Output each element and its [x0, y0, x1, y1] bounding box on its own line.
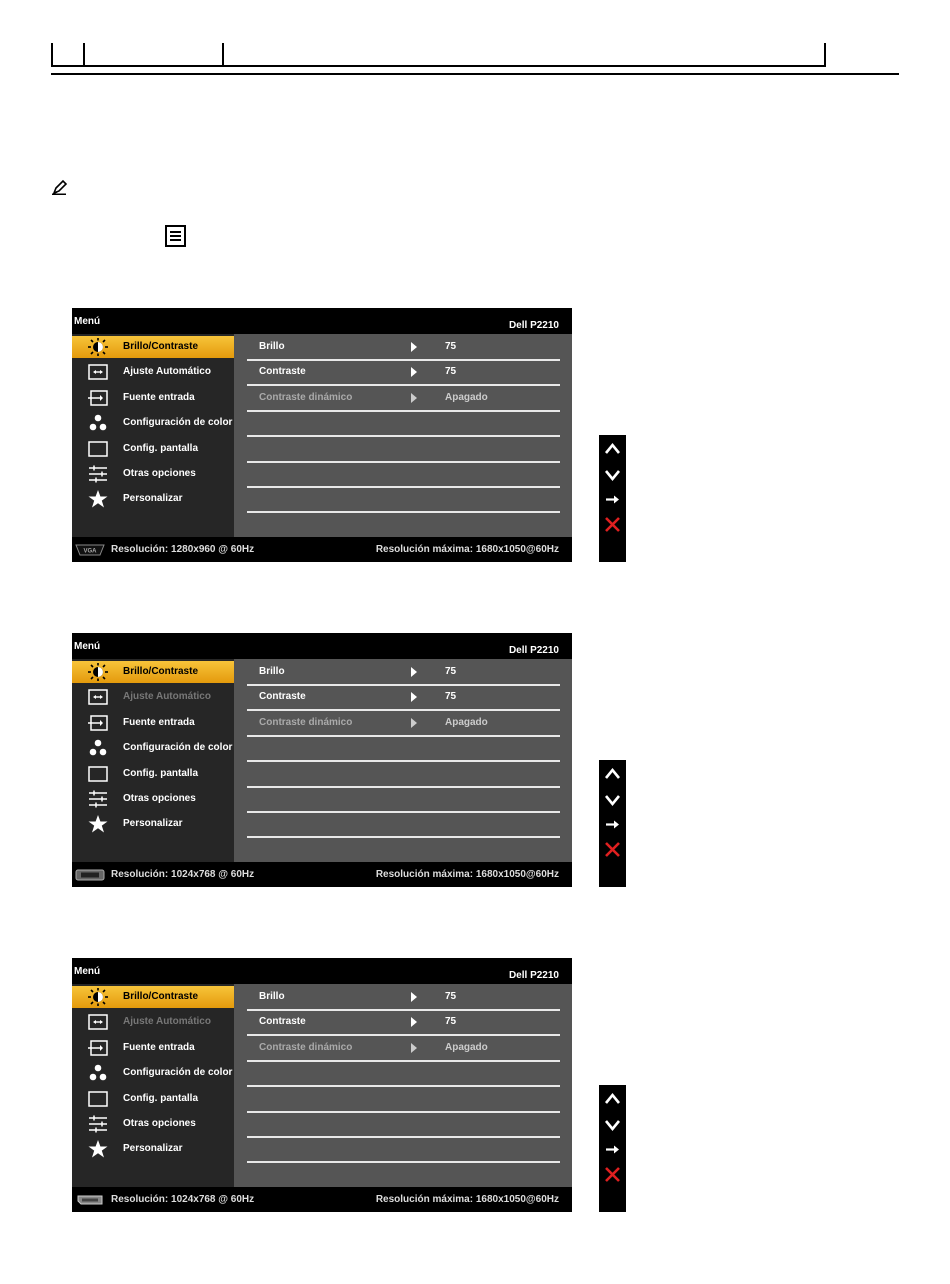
brightness-icon — [86, 988, 110, 1006]
header-table-border — [51, 65, 824, 67]
monitor-model: Dell P2210 — [508, 645, 559, 656]
setting-value: 75 — [445, 366, 457, 378]
display-settings-icon — [86, 440, 110, 458]
osd-menu — [72, 308, 572, 562]
menu-button-icon — [165, 225, 186, 247]
exit-icon[interactable] — [603, 1165, 622, 1184]
down-icon[interactable] — [603, 465, 622, 484]
monitor-model: Dell P2210 — [508, 970, 559, 981]
menu-item-label: Ajuste Automático — [123, 1016, 211, 1028]
menu-item[interactable] — [72, 737, 234, 759]
menu-item-label: Config. pantalla — [123, 442, 198, 454]
osd-menu — [72, 958, 572, 1212]
submenu-row[interactable] — [247, 334, 560, 361]
submenu-row-empty — [247, 436, 560, 463]
osd-status-bar — [72, 537, 572, 562]
setting-value: Apagado — [445, 391, 488, 403]
setting-label: Contraste — [259, 366, 306, 378]
submenu-row[interactable] — [247, 359, 560, 386]
brightness-icon — [86, 663, 110, 681]
submenu-arrow-icon — [411, 1017, 417, 1027]
osd-title-bar — [72, 958, 572, 984]
setting-label: Contraste dinámico — [259, 716, 353, 728]
other-settings-icon — [86, 465, 110, 483]
menu-item[interactable] — [72, 463, 234, 485]
menu-item-label: Config. pantalla — [123, 767, 198, 779]
menu-item[interactable] — [72, 1062, 234, 1084]
input-source-icon — [86, 1039, 110, 1057]
menu-item-label: Brillo/Contraste — [123, 666, 199, 677]
osd-title-bar — [72, 308, 572, 334]
auto-adjust-icon — [86, 363, 110, 381]
note-icon — [52, 179, 68, 195]
menu-item[interactable] — [72, 387, 234, 409]
display-settings-icon — [86, 1090, 110, 1108]
submenu-arrow-icon — [411, 393, 417, 403]
up-icon[interactable] — [603, 1090, 622, 1109]
osd-title: Menú — [74, 316, 101, 327]
osd-title: Menú — [74, 966, 101, 977]
submenu-row-empty — [247, 461, 560, 488]
submenu-row[interactable] — [247, 1009, 560, 1036]
setting-value: 75 — [445, 666, 457, 677]
auto-adjust-icon — [86, 688, 110, 706]
menu-item-label: Configuración de color — [123, 1067, 233, 1079]
osd-title: Menú — [74, 641, 101, 652]
menu-item-label: Fuente entrada — [123, 1041, 195, 1053]
setting-value: 75 — [445, 991, 457, 1002]
other-settings-icon — [86, 790, 110, 808]
menu-item-label: Otras opciones — [123, 468, 196, 479]
vga-connector-icon — [75, 543, 105, 555]
header-rule — [51, 73, 899, 75]
menu-item[interactable] — [72, 986, 234, 1008]
setting-label: Contraste — [259, 691, 306, 703]
exit-icon[interactable] — [603, 840, 622, 859]
front-panel-buttons — [599, 760, 626, 887]
down-icon[interactable] — [603, 790, 622, 809]
auto-adjust-icon — [86, 1013, 110, 1031]
menu-item-label: Fuente entrada — [123, 391, 195, 403]
setting-value: 75 — [445, 691, 457, 703]
menu-item[interactable] — [72, 712, 234, 734]
color-settings-icon — [86, 414, 110, 432]
menu-item[interactable] — [72, 1037, 234, 1059]
menu-item-label: Personalizar — [123, 1143, 183, 1155]
setting-label: Brillo — [259, 991, 285, 1002]
menu-item[interactable] — [72, 763, 234, 785]
menu-item[interactable] — [72, 336, 234, 358]
menu-item-label: Personalizar — [123, 818, 183, 830]
max-resolution: Resolución máxima: 1680x1050@60Hz — [375, 1194, 559, 1205]
menu-item-label: Configuración de color — [123, 742, 233, 754]
menu-item-label: Personalizar — [123, 493, 183, 505]
osd-status-bar — [72, 1187, 572, 1212]
submenu-row-empty — [247, 786, 560, 813]
submenu-row-empty — [247, 1086, 560, 1113]
osd-status-bar — [72, 862, 572, 887]
header-table — [51, 43, 826, 67]
osd-menu — [72, 633, 572, 887]
menu-item-label: Config. pantalla — [123, 1092, 198, 1104]
menu-item[interactable] — [72, 788, 234, 810]
up-icon[interactable] — [603, 440, 622, 459]
submenu-row-empty — [247, 1060, 560, 1087]
brightness-icon — [86, 338, 110, 356]
menu-item-label: Ajuste Automático — [123, 691, 211, 703]
submenu-row[interactable] — [247, 710, 560, 737]
input-source-icon — [86, 714, 110, 732]
menu-item[interactable] — [72, 813, 234, 835]
menu-item — [72, 1011, 234, 1033]
setting-value: 75 — [445, 1016, 457, 1028]
menu-item[interactable] — [72, 412, 234, 434]
max-resolution: Resolución máxima: 1680x1050@60Hz — [375, 869, 559, 880]
menu-item-label: Brillo/Contraste — [123, 341, 199, 352]
submenu-row[interactable] — [247, 684, 560, 711]
osd-title-bar — [72, 633, 572, 659]
svg-text:VGA: VGA — [83, 548, 97, 555]
input-source-icon — [86, 389, 110, 407]
menu-item[interactable] — [72, 1113, 234, 1135]
submenu-arrow-icon — [411, 1043, 417, 1053]
submenu-row-empty — [247, 1136, 560, 1163]
other-settings-icon — [86, 1115, 110, 1133]
setting-label: Brillo — [259, 341, 285, 352]
enter-icon[interactable] — [603, 490, 622, 509]
front-panel-buttons — [599, 1085, 626, 1212]
submenu-row-empty — [247, 735, 560, 762]
submenu-arrow-icon — [411, 718, 417, 728]
setting-label: Contraste dinámico — [259, 391, 353, 403]
menu-item — [72, 686, 234, 708]
menu-item-label: Ajuste Automático — [123, 366, 211, 378]
setting-value: 75 — [445, 341, 457, 352]
menu-item-label: Brillo/Contraste — [123, 991, 199, 1002]
up-icon[interactable] — [603, 765, 622, 784]
current-resolution: Resolución: 1024x768 @ 60Hz — [111, 1194, 255, 1205]
submenu-row-empty — [247, 486, 560, 513]
submenu-row-empty — [247, 410, 560, 437]
header-table-divider — [83, 43, 85, 67]
submenu-row-empty — [247, 811, 560, 838]
dvi-connector-icon — [75, 868, 105, 880]
header-table-divider — [222, 43, 224, 67]
menu-item-label: Configuración de color — [123, 417, 233, 429]
enter-icon[interactable] — [603, 815, 622, 834]
menu-item[interactable] — [72, 1088, 234, 1110]
menu-item-label: Otras opciones — [123, 793, 196, 804]
menu-item-label: Fuente entrada — [123, 716, 195, 728]
submenu-arrow-icon — [411, 667, 417, 677]
setting-label: Brillo — [259, 666, 285, 677]
menu-item[interactable] — [72, 1138, 234, 1160]
exit-icon[interactable] — [603, 515, 622, 534]
submenu-row[interactable] — [247, 984, 560, 1011]
setting-value: Apagado — [445, 716, 488, 728]
menu-item[interactable] — [72, 361, 234, 383]
menu-item[interactable] — [72, 488, 234, 510]
star-icon — [86, 490, 110, 508]
submenu-arrow-icon — [411, 367, 417, 377]
submenu-row-empty — [247, 761, 560, 788]
submenu-row[interactable] — [247, 385, 560, 412]
monitor-model: Dell P2210 — [508, 320, 559, 331]
color-settings-icon — [86, 1064, 110, 1082]
setting-label: Contraste dinámico — [259, 1041, 353, 1053]
menu-item[interactable] — [72, 438, 234, 460]
submenu-row[interactable] — [247, 659, 560, 686]
star-icon — [86, 815, 110, 833]
submenu-arrow-icon — [411, 692, 417, 702]
enter-icon[interactable] — [603, 1140, 622, 1159]
front-panel-buttons — [599, 435, 626, 562]
current-resolution: Resolución: 1280x960 @ 60Hz — [111, 544, 255, 555]
menu-item-label: Otras opciones — [123, 1118, 196, 1129]
max-resolution: Resolución máxima: 1680x1050@60Hz — [375, 544, 559, 555]
menu-item[interactable] — [72, 661, 234, 683]
display-settings-icon — [86, 765, 110, 783]
submenu-row-empty — [247, 1111, 560, 1138]
current-resolution: Resolución: 1024x768 @ 60Hz — [111, 869, 255, 880]
submenu-arrow-icon — [411, 342, 417, 352]
displayport-connector-icon — [75, 1193, 105, 1205]
submenu-row[interactable] — [247, 1035, 560, 1062]
setting-value: Apagado — [445, 1041, 488, 1053]
down-icon[interactable] — [603, 1115, 622, 1134]
setting-label: Contraste — [259, 1016, 306, 1028]
color-settings-icon — [86, 739, 110, 757]
star-icon — [86, 1140, 110, 1158]
submenu-arrow-icon — [411, 992, 417, 1002]
